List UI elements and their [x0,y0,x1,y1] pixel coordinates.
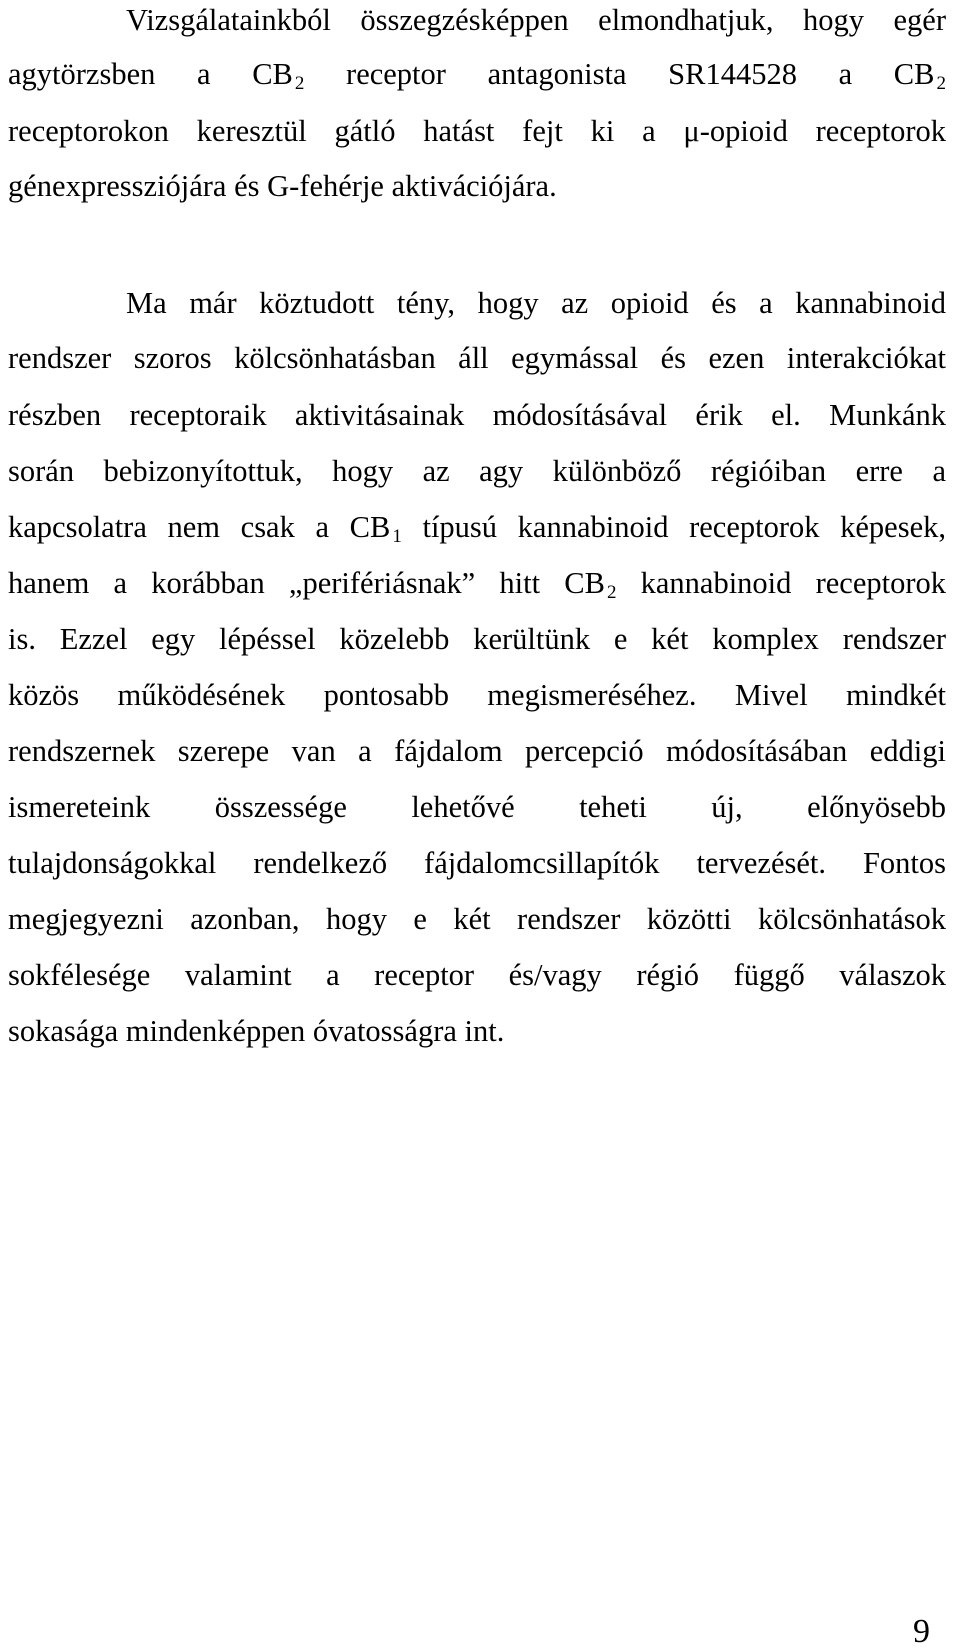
text-run: típusú kannabinoid receptorok képesek, [401,510,946,544]
text-run: rendszernek szerepe van a fájdalom percepció módosításában eddigi [8,734,946,768]
subscript: 2 [936,73,946,94]
paragraph-2-line-1 [126,283,946,323]
text-run: közös működésének pontosabb megismeréséhez. Mivel mindkét [8,678,946,712]
paragraph-1-line-4 [8,166,946,206]
paragraph-2-line-8 [8,675,946,715]
text-run: génexpressziójára és G-fehérje aktivációjára. [8,169,557,203]
paragraph-2-line-10 [8,787,946,827]
paragraph-2-line-4 [8,451,946,491]
paragraph-2-line-14 [8,1011,946,1051]
text-run: Vizsgálatainkból összegzésképpen elmondhatjuk, hogy egér [126,3,946,37]
paragraph-2-line-2 [8,338,946,378]
paragraph-1-line-2 [8,54,946,104]
paragraph-2-line-9 [8,731,946,771]
text-run: rendszer szoros kölcsönhatásban áll egymással és ezen interakciókat [8,341,946,375]
text-run: receptorokon keresztül gátló hatást fejt ki a μ-opioid receptorok [8,114,946,148]
text-run: részben receptoraik aktivitásainak módosításával érik el. Munkánk [8,398,946,432]
text-run: hanem a korábban „perifériásnak” hitt CB [8,566,605,600]
paragraph-2-line-13 [8,955,946,995]
subscript: 1 [392,526,402,547]
text-run: sokfélesége valamint a receptor és/vagy régió függő válaszok [8,958,946,992]
subscript: 2 [294,73,305,94]
text-run: is. Ezzel egy lépéssel közelebb kerültünk e két komplex rendszer [8,622,946,656]
text-run: tulajdonságokkal rendelkező fájdalomcsillapítók tervezését. Fontos [8,846,946,880]
text-run: kannabinoid receptorok [616,566,947,600]
paragraph-2-line-7 [8,619,946,659]
text-run: agytörzsben a CB [8,57,293,91]
text-run: sokasága mindenképpen óvatosságra int. [8,1014,505,1048]
subscript: 2 [606,582,617,603]
paragraph-2-line-6 [8,563,946,613]
paragraph-2-line-12 [8,899,946,939]
paragraph-2-line-3 [8,395,946,435]
paragraph-2-line-11 [8,843,946,883]
text-run: kapcsolatra nem csak a CB [8,510,391,544]
text-run: során bebizonyítottuk, hogy az agy különböző régióiban erre a [8,454,946,488]
text-run: megjegyezni azonban, hogy e két rendszer közötti kölcsönhatások [8,902,946,936]
paragraph-2-line-5 [8,507,946,557]
text-run: receptor antagonista SR144528 a CB [304,57,935,91]
paragraph-1-line-3 [8,111,946,151]
text-run: Ma már köztudott tény, hogy az opioid és a kannabinoid [126,286,946,320]
page-number: 9 [913,1613,930,1650]
paragraph-1-line-1 [126,0,946,40]
text-run: ismereteink összessége lehetővé teheti új, előnyösebb [8,790,946,824]
